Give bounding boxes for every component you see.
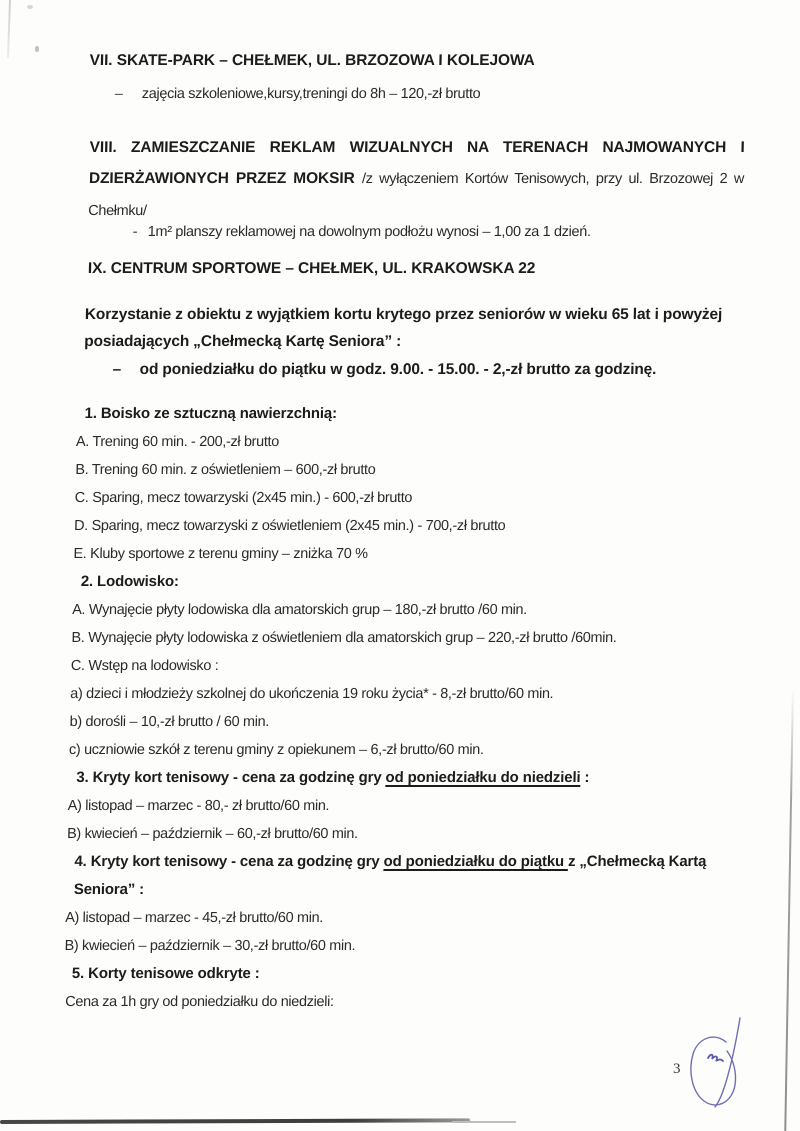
list-item: c) uczniowie szkół z terenu gminy z opiekunem – 6,-zł brutto/60 min. [68,742,484,758]
section-ix-title: IX. CENTRUM SPORTOWE – CHEŁMEK, UL. KRAKOWSKA 22 [87,260,536,277]
list-item: B) kwiecień – październik – 60,-zł brutto/60 min. [66,826,358,842]
list-item: B. Trening 60 min. z oświetleniem – 600,-zł brutto [75,462,376,478]
bullet-dash: – [112,361,122,378]
scan-edge-right [784,688,794,1131]
list-item: A. Wynajęcie płyty lodowiska dla amatorskich grup – 180,-zł brutto /60 min. [71,602,528,618]
section-vii-bullet [115,86,735,102]
signature-scribble-stroke [708,1055,723,1061]
list-3-title-post: : [580,769,590,786]
list-4-title-underlined: od poniedziałku do piątku [383,853,569,870]
list-3-title-underlined: od poniedziałku do niedzieli [385,769,581,786]
bullet-text: od poniedziałku do piątku w godz. 9.00. - 15.00. - 2,-zł brutto za godzinę. [139,361,657,378]
bullet-text: zajęcia szkoleniowe,kursy,treningi do 8h – 120,-zł brutto [141,86,481,102]
list-item: a) dzieci i młodzieży szkolnej do ukończenia 19 roku życia* - 8,-zł brutto/60 min. [70,686,554,702]
section-ix-bullet [112,361,752,379]
section-viii-bullet [133,224,733,240]
list-1-title: 1. Boisko ze sztuczną nawierzchnią: [84,405,338,422]
list-item: C. Wstęp na lodowisko : [70,658,219,674]
price-list [63,400,757,1016]
section-ix-intro: Korzystanie z obiektu z wyjątkiem kortu krytego przez seniorów w wieku 65 lat i powyżej posiadających „Chełmecką Kartę Seniora” : [84,306,723,350]
page-number: 3 [673,1061,681,1077]
list-item: E. Kluby sportowe z terenu gminy – zniżka 70 % [73,546,368,562]
bullet-dash: – [114,86,123,102]
section-viii-title [88,132,745,227]
list-item: B) kwiecień – październik – 30,-zł brutto/60 min. [64,938,356,954]
list-item: b) dorośli – 10,-zł brutto / 60 min. [69,714,270,730]
section-viii-title-bold: VIII. ZAMIESZCZANIE REKLAM WIZUALNYCH NA TERENACH NAJMOWANYCH I DZIERŻAWIONYCH PRZEZ MOKSIR [88,139,745,187]
signature [680,1014,754,1118]
list-item: D. Sparing, mecz towarzyski z oświetleniem (2x45 min.) - 700,-zł brutto [73,518,506,534]
list-item: A) listopad – marzec - 45,-zł brutto/60 min. [64,910,324,926]
list-3-title [76,764,749,792]
list-4-title-pre: 4. Kryty kort tenisowy - cena za godzinę gry [74,853,384,870]
list-3-title-pre: 3. Kryty kort tenisowy - cena za godzinę gry [76,769,386,786]
list-item: B. Wynajęcie płyty lodowiska z oświetleniem dla amatorskich grup – 220,-zł brutto /60min. [71,630,617,646]
list-5-title: 5. Korty tenisowe odkryte : [71,965,260,982]
list-item: C. Sparing, mecz towarzyski (2x45 min.) - 600,-zł brutto [74,490,413,506]
bullet-text: 1m² planszy reklamowej na dowolnym podłożu wynosi – 1,00 za 1 dzień. [147,224,591,240]
list-4-title-post: z „Chełmecką Kartą Seniora” : [73,853,707,898]
bullet-dash: - [132,224,138,240]
list-item: A) listopad – marzec - 80,- zł brutto/60 min. [67,798,330,814]
section-vii-title: VII. SKATE-PARK – CHEŁMEK, UL. BRZOZOWA I KOLEJOWA [89,52,535,69]
signature-tail-stroke [715,1018,740,1107]
list-4-title [73,848,729,904]
list-item: A. Trening 60 min. - 200,-zł brutto [75,434,280,450]
list-5-note: Cena za 1h gry od poniedziałku do niedzieli: [65,994,334,1010]
list-2-title: 2. Lodowisko: [80,573,180,590]
section-viii-title-regular: /z wyłączeniem Kortów Tenisowych, przy ul. Brzozowej 2 w Chełmku/ [88,171,745,219]
